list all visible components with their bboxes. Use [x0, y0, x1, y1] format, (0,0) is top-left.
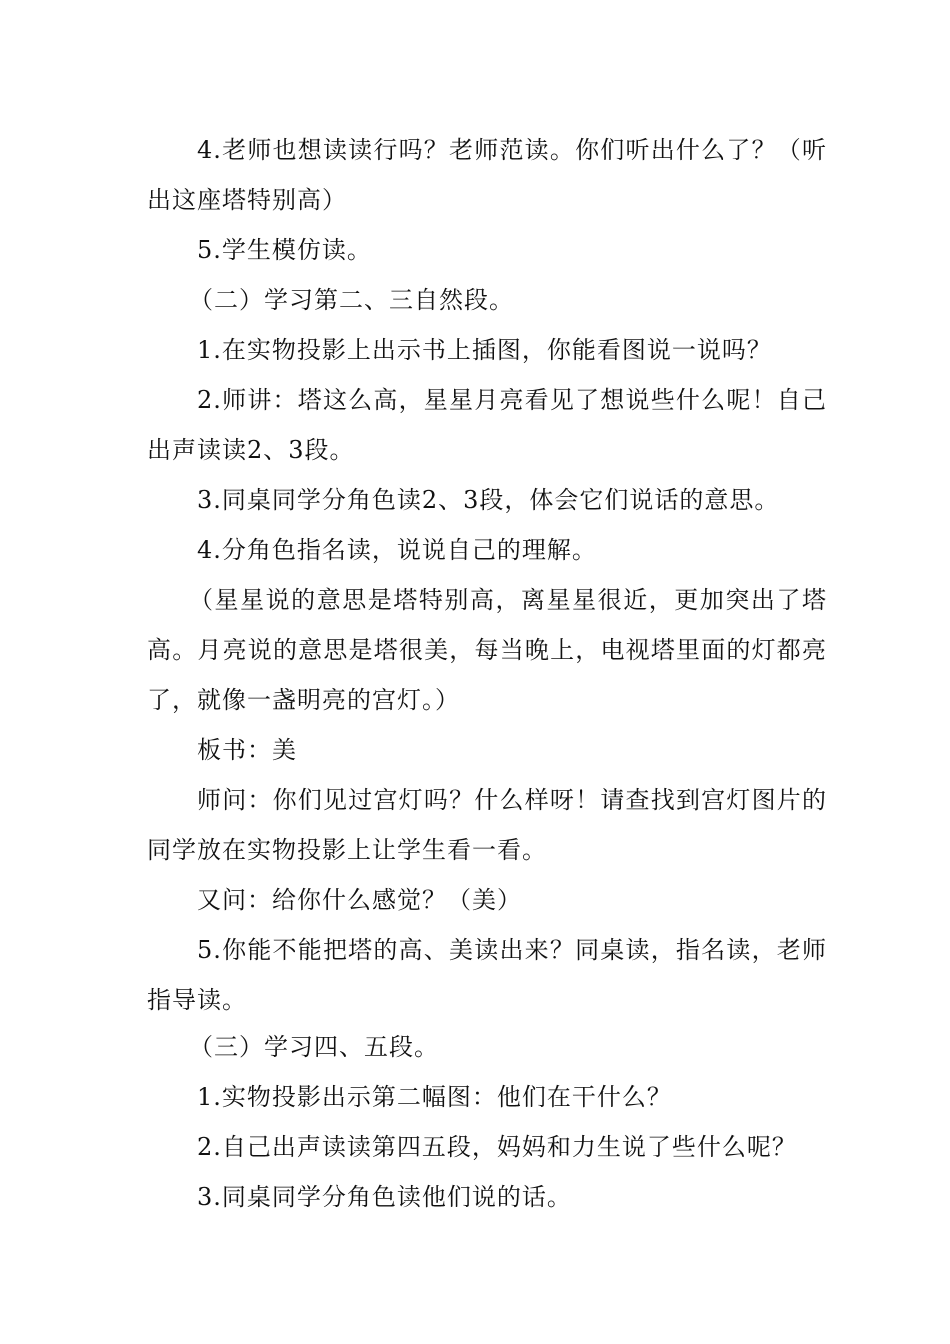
paragraph-student-imitate: 5.学生模仿读。 [197, 236, 372, 264]
paragraph-read-four-five: 2.自己出声读读第四五段，妈妈和力生说了些什么呢？ [197, 1133, 797, 1161]
paragraph-ask-feeling: 又问：给你什么感觉？（美） [197, 886, 522, 914]
paragraph-board-writing: 板书：美 [197, 736, 297, 764]
paragraph-teacher-speaks: 2.师讲：塔这么高，星星月亮看见了想说些什么呢！自己出声读读2、3段。 [147, 386, 827, 464]
paragraph-role-reading: 3.同桌同学分角色读2、3段，体会它们说话的意思。 [197, 486, 780, 514]
paragraph-teacher-asks: 师问：你们见过宫灯吗？什么样呀！请查找到宫灯图片的同学放在实物投影上让学生看一看。 [147, 786, 827, 864]
paragraph-teacher-reads: 4.老师也想读读行吗？老师范读。你们听出什么了？（听出这座塔特别高） [147, 136, 827, 214]
paragraph-second-picture: 1.实物投影出示第二幅图：他们在干什么？ [197, 1083, 672, 1111]
paragraph-named-reading: 4.分角色指名读，说说自己的理解。 [197, 536, 597, 564]
paragraph-projection: 1.在实物投影上出示书上插图，你能看图说一说吗？ [197, 336, 772, 364]
paragraph-read-aloud: 5.你能不能把塔的高、美读出来？同桌读，指名读，老师指导读。 [147, 936, 827, 1014]
paragraph-role-dialogue: 3.同桌同学分角色读他们说的话。 [197, 1183, 572, 1211]
section-heading-two: （二）学习第二、三自然段。 [189, 286, 514, 314]
paragraph-explanation: （星星说的意思是塔特别高，离星星很近，更加突出了塔高。月亮说的意思是塔很美，每当晚上，电视塔里面的灯都亮了，就像一盏明亮的宫灯。） [147, 586, 827, 714]
section-heading-three: （三）学习四、五段。 [189, 1033, 439, 1061]
